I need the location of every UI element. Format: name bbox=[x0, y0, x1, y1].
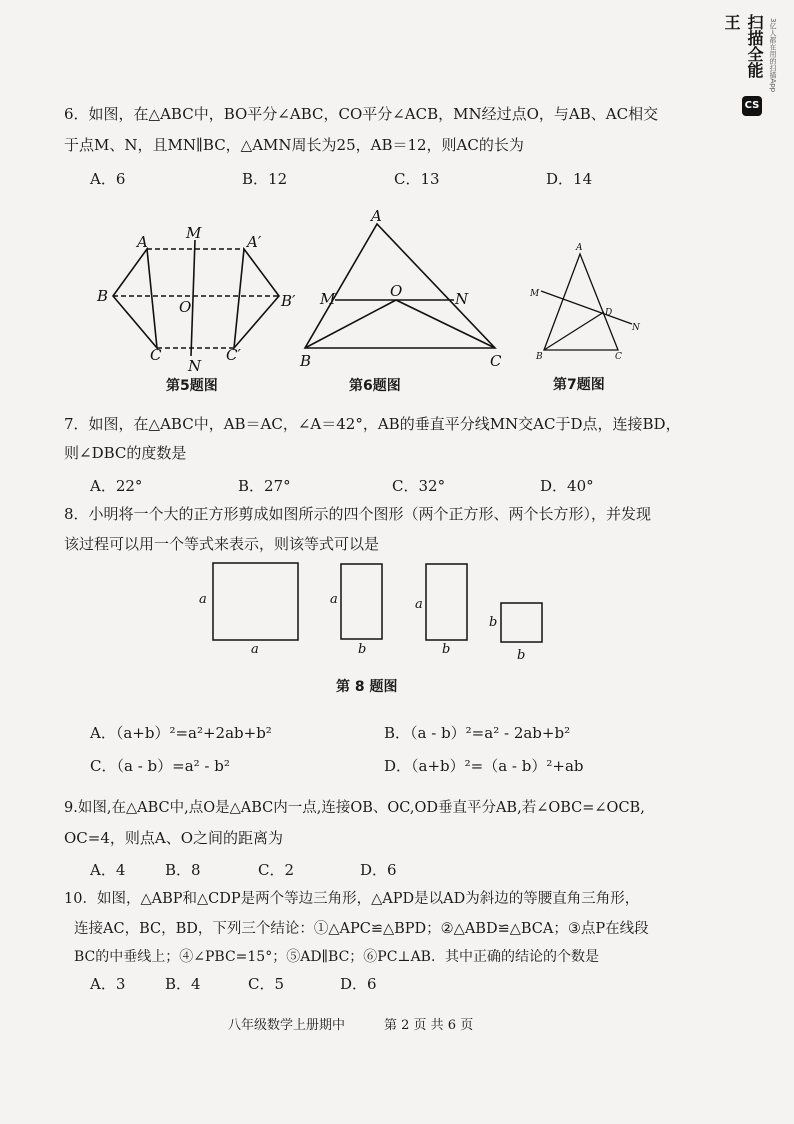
fig5-label-n: N bbox=[188, 357, 202, 375]
q7-option-a: A．22° bbox=[90, 477, 143, 495]
rect1-side-label: a bbox=[330, 592, 338, 607]
fig7-caption: 第7题图 bbox=[553, 377, 605, 393]
fig7-label-a: A bbox=[576, 243, 583, 253]
rect1-bottom-label: b bbox=[358, 642, 367, 657]
fig5-label-b: B bbox=[97, 287, 109, 305]
fig5-label-c-prime: C′ bbox=[226, 346, 241, 364]
fig7-label-d: D bbox=[605, 308, 613, 318]
q10-line3: BC的中垂线上；④∠PBC=15°；⑤AD∥BC；⑥PC⊥AB．其中正确的结论的个数是 bbox=[74, 949, 599, 965]
q6-option-b: B．12 bbox=[242, 170, 288, 188]
big-square-bottom-label: a bbox=[251, 642, 259, 657]
q9-line1: 9.如图,在△ABC中,点O是△ABC内一点,连接OB、OC,OD垂直平分AB,若∠OBC=∠OCB, bbox=[64, 800, 645, 816]
q7-line1: 7．如图，在△ABC中，AB＝AC，∠A＝42°，AB的垂直平分线MN交AC于D点，连接BD， bbox=[64, 415, 681, 433]
fig6-label-n: N bbox=[455, 290, 469, 308]
q8-line1: 8．小明将一个大的正方形剪成如图所示的四个图形（两个正方形、两个长方形），并发现 bbox=[64, 505, 652, 523]
q8-caption: 第 8 题图 bbox=[336, 679, 398, 695]
fig5-label-a-prime: A′ bbox=[247, 233, 262, 251]
fig5-caption: 第5题图 bbox=[166, 378, 218, 394]
fig7-label-b: B bbox=[536, 352, 543, 362]
fig7-label-n: N bbox=[632, 323, 640, 333]
q7-option-d: D．40° bbox=[540, 477, 594, 495]
fig5-label-a: A bbox=[137, 233, 148, 251]
q9-option-b: B．8 bbox=[165, 861, 201, 879]
q8-option-a: A．（a+b）²=a²+2ab+b² bbox=[90, 724, 272, 742]
q8-figure bbox=[190, 555, 570, 665]
q6-line1: 6．如图，在△ABC中，BO平分∠ABC，CO平分∠ACB，MN经过点O，与AB、AC相交 bbox=[64, 105, 659, 123]
fig6-label-b: B bbox=[300, 352, 312, 370]
q10-option-c: C．5 bbox=[248, 975, 285, 993]
q8-option-d: D．（a+b）²=（a - b）²+ab bbox=[384, 757, 584, 775]
watermark-logo: CS bbox=[742, 96, 762, 116]
big-square-side-label: a bbox=[199, 592, 207, 607]
q7-option-b: B．27° bbox=[238, 477, 291, 495]
fig6-label-m: M bbox=[320, 290, 336, 308]
q8-option-c: C．（a - b）=a² - b² bbox=[90, 757, 230, 775]
small-square-bottom-label: b bbox=[517, 648, 526, 663]
fig5-label-m: M bbox=[186, 224, 202, 242]
q6-option-d: D．14 bbox=[546, 170, 593, 188]
q6-option-c: C．13 bbox=[394, 170, 440, 188]
q7-option-c: C．32° bbox=[392, 477, 446, 495]
q10-line1: 10．如图，△ABP和△CDP是两个等边三角形，△APD是以AD为斜边的等腰直角三角形， bbox=[64, 891, 640, 907]
fig5-label-o: O bbox=[179, 298, 192, 316]
figures-row bbox=[0, 200, 794, 400]
fig5-label-c: C bbox=[150, 346, 162, 364]
q9-option-a: A．4 bbox=[90, 861, 126, 879]
watermark-subtitle: 3亿人都在用的扫描App bbox=[769, 18, 777, 93]
q6-line2: 于点M、N，且MN∥BC，△AMN周长为25，AB＝12，则AC的长为 bbox=[64, 136, 524, 154]
rect2-side-label: a bbox=[415, 597, 423, 612]
q10-option-a: A．3 bbox=[90, 975, 126, 993]
q7-line2: 则∠DBC的度数是 bbox=[64, 444, 187, 462]
figure-7 bbox=[541, 254, 632, 350]
q9-option-d: D．6 bbox=[360, 861, 397, 879]
fig5-label-b-prime: B′ bbox=[281, 292, 296, 310]
small-square bbox=[501, 603, 542, 642]
q9-option-c: C．2 bbox=[258, 861, 295, 879]
q9-line2: OC=4，则点A、O之间的距离为 bbox=[64, 829, 284, 847]
footer-exam-title: 八年级数学上册期中 bbox=[228, 1018, 346, 1033]
fig6-caption: 第6题图 bbox=[349, 378, 401, 394]
watermark-name: 扫描全能王 bbox=[722, 14, 764, 78]
scanner-watermark bbox=[722, 14, 780, 124]
fig6-label-a: A bbox=[371, 207, 382, 225]
q10-option-d: D．6 bbox=[340, 975, 377, 993]
q8-option-b: B．（a - b）²=a² - 2ab+b² bbox=[384, 724, 571, 742]
fig6-label-o: O bbox=[390, 282, 403, 300]
rect2-bottom-label: b bbox=[442, 642, 451, 657]
fig6-label-c: C bbox=[490, 352, 502, 370]
q6-option-a: A．6 bbox=[90, 170, 126, 188]
rect-1 bbox=[341, 564, 382, 639]
fig7-label-c: C bbox=[615, 352, 622, 362]
fig7-label-m: M bbox=[530, 289, 540, 299]
footer-page-number: 第 2 页 共 6 页 bbox=[384, 1018, 474, 1033]
rect-2 bbox=[426, 564, 467, 640]
big-square bbox=[213, 563, 298, 640]
figure-5 bbox=[113, 240, 279, 356]
small-square-side-label: b bbox=[489, 615, 498, 630]
q10-line2: 连接AC，BC，BD，下列三个结论：①△APC≌△BPD；②△ABD≌△BCA；③点P在线段 bbox=[74, 921, 649, 937]
q10-option-b: B．4 bbox=[165, 975, 201, 993]
q8-line2: 该过程可以用一个等式来表示，则该等式可以是 bbox=[64, 535, 380, 553]
